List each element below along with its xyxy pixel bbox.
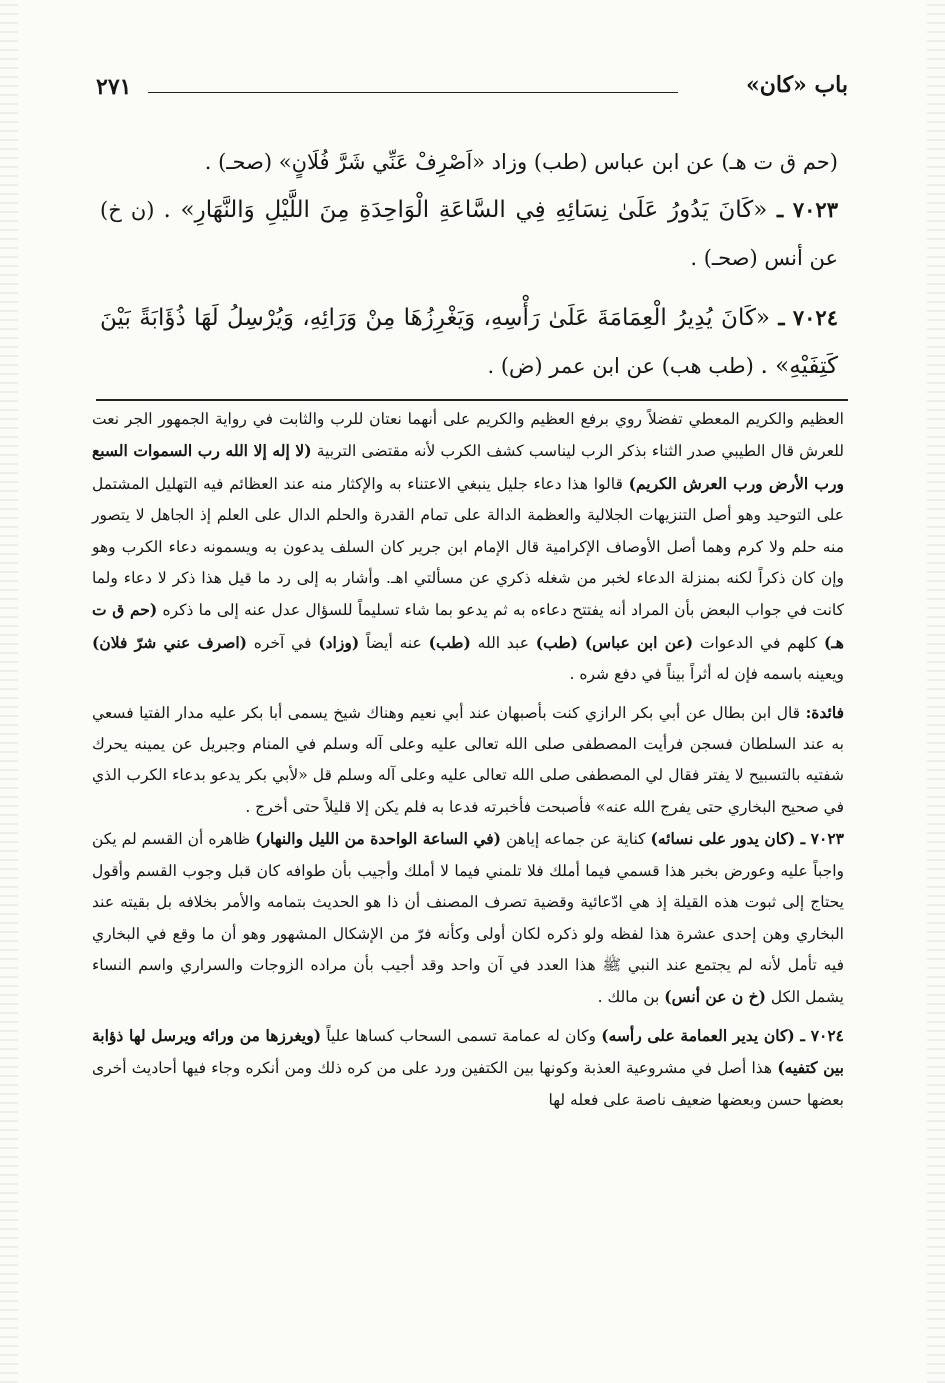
commentary-benefit: فائدة: قال ابن بطال عن أبي بكر الرازي كنت بأصبهان عند أبي نعيم وهناك شيخ يسمى أبا بكر عليه مدار الفتيا فسعي به عند السلطان فسجن فرأيت المصطفى صلى الله تعالى عليه وعلى آله وسلم في المنام وجبريل عن يمينه يحرك شفتيه بالتسبيح لا يفتر فقال لي المصطفى صلى الله تعالى عليه وعلى آله وسلم قل «لأبي بكر يدعو بدعاء الكرب الذي في صحيح البخاري حتى يفرج الله عنه» فأصبحت فأخبرته فدعا به فلم يكن إلا قليلاً حتى أخرج . (92, 702, 844, 816)
scan-edge-left (0, 0, 18, 1383)
hadith-quote: «كَانَ يُدِيرُ الْعِمَامَةَ عَلَىٰ رَأْسِهِ، وَيَغْرِزُهَا مِنْ وَرَائِهِ، وَيُرْسِلُ لَهَا ذُؤَابَةً بَيْنَ كَتِفَيْهِ» . (100, 305, 838, 379)
header-rule (148, 92, 678, 93)
commentary-7024: ٧٠٢٤ ـ (كان يدير العمامة على رأسه) وكان له عمامة تسمى السحاب كساها علياً (ويغرزها من ورائه ويرسل لها ذؤابة بين كتفيه) هذا أصل في مشروعية العذبة وكونها بين الكتفين ورد على من كره ذلك ومن أنكره وجاء فيها أحاديث أخرى بعضها حسن وبعضها ضعيف ناصة على فعله لها (92, 1025, 844, 1109)
commentary-paragraph: العظيم والكريم المعطي تفضلاً روي برفع العظيم والكريم على أنهما نعتان للرب والثابت في رواية الجمهور الجر نعت للعرش قال الطيبي صدر الثناء بذكر الرب ليناسب كشف الكرب لأنه مقتضى التربية (لا إله إلا الله رب السموات السبع ورب الأرض ورب العرش الكريم) قالوا هذا دعاء جليل ينبغي الاعتناء به والإكثار منه عند العظائم فيه التهليل المشتمل على التوحيد وهو أصل التنزيهات الجلالية والعظمة الدالة على تمام القدرة والحلم الدال على العلم إذ الجاهل لا يتصور منه حلم ولا كرم وهما أصل الأوصاف الإكرامية قال الإمام ابن جرير كان السلف يدعون به ويسمونه دعاء الكرب وهو وإن كان ذكراً لكنه بمنزلة الدعاء لخبر من شغله ذكري عن مسألتي اهـ. وأشار به إلى رد ما قيل هذا ذكر لا دعاء ولما كانت في جواب البعض بأن المراد أنه يفتتح دعاءه به ثم يدعو بما شاء تسليماً للسؤال عدل عنه إلى ما ذكره (حم ق ت هـ) كلهم في الدعوات (عن ابن عباس) (طب) عبد الله (طب) عنه أيضاً (وزاد) في آخره (اصرف عني شرّ فلان) ويعينه باسمه فإن له أثراً بيناً في دفع شره . (92, 410, 844, 684)
chapter-title: باب «كان» (745, 72, 848, 98)
hadith-number: ٧٠٢٣ ـ (767, 197, 838, 222)
scan-edge-right (927, 0, 945, 1383)
hadith-continuation: (حم ق ت هـ) عن ابن عباس (طب) وزاد «اَصْرِفْ عَنِّي شَرَّ فُلَانٍ» (صحـ) . (204, 150, 838, 174)
hadith-text (100, 138, 838, 390)
hadith-reference: (طب هب) عن ابن عمر (ض) . (487, 354, 761, 378)
commentary-7023: ٧٠٢٣ ـ (كان يدور على نسائه) كناية عن جماعه إياهن (في الساعة الواحدة من الليل والنهار) ظاهره أن القسم لم يكن واجباً عليه وعورض بخبر هذا قسمي فيما أملك فلا تلمني فيما لا أملك وأجيب بأن طوافه كان قبل وجوب القسم وأقول يحتاج إلى ثبوت هذه القيلة إذ هي ادّعائية وقضية تصرف المصنف أن ذا هو الحديث بتمامه والأمر بخلافه بل بقيته عند البخاري وهن إحدى عشرة هذا لفظه ولو ذكره لكان أولى وكأنه فرّ من الإشكال المشهور وهو أن ما وقع في البخاري فيه تأمل لأنه لم يجتمع عند النبي ﷺ هذا العدد في آن واحد وقد أجيب بأن مراده الزوجات والسراري واسم النساء يشمل الكل (خ ن عن أنس) بن مالك . (92, 829, 844, 1007)
page-header (96, 72, 848, 112)
hadith-quote: «كَانَ يَدُورُ عَلَىٰ نِسَائِهِ فِي السَّاعَةِ الْوَاحِدَةِ مِنَ اللَّيْلِ وَالنَّهَارِ» . (163, 197, 768, 223)
hadith-reference: (ن خ) عن أنس (صحـ) . (100, 198, 838, 270)
hadith-number: ٧٠٢٤ ـ (769, 305, 838, 330)
benefit-label: فائدة: (805, 702, 844, 722)
hadith-7023 (100, 186, 838, 282)
page-number: ٢٧١ (96, 74, 132, 100)
commentary-divider (96, 399, 848, 401)
hadith-7024 (100, 294, 838, 390)
commentary (92, 404, 844, 1116)
